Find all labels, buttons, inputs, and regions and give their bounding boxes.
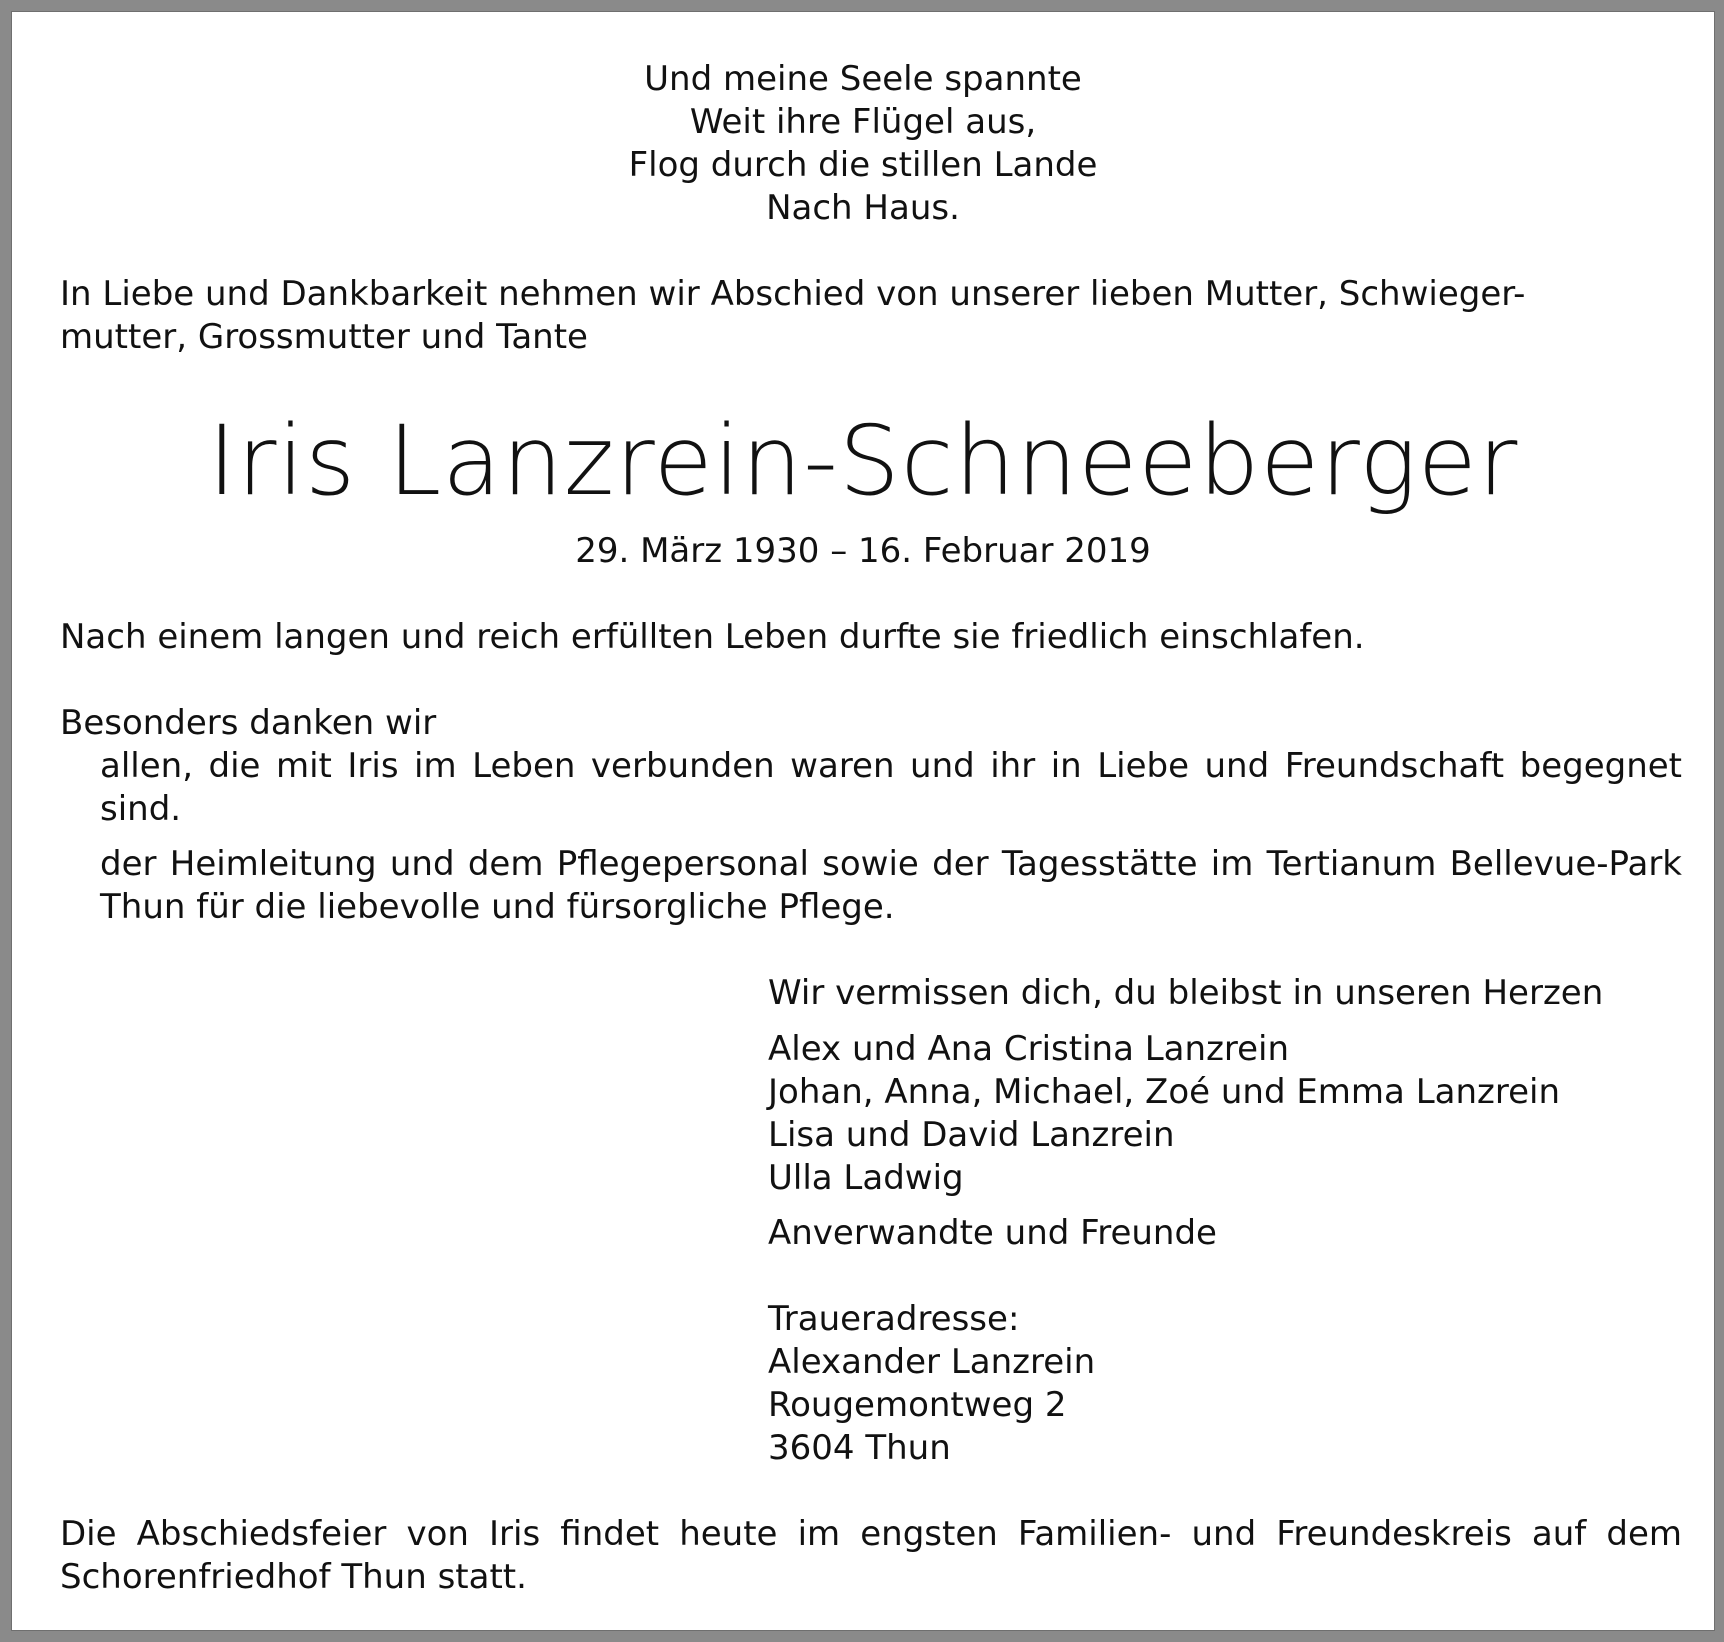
address-street: Rougemontweg 2: [768, 1385, 1067, 1425]
address-name: Alexander Lanzrein: [768, 1342, 1096, 1382]
thanks-item-2: der Heimleitung und dem Pflegepersonal sowie der Tagesstätte im Tertianum Bellevue-Park Thun für die liebevolle und fürsorgliche Pflege.: [100, 844, 1682, 927]
mourner-name: Lisa und David Lanzrein: [768, 1115, 1175, 1155]
mourner-name: Johan, Anna, Michael, Zoé und Emma Lanzrein: [768, 1072, 1561, 1112]
ceremony-notice: Die Abschiedsfeier von Iris findet heute im engsten Familien- und Freundeskreis auf dem Schorenfriedhof Thun statt.: [60, 1514, 1682, 1597]
poem-line: Nach Haus.: [766, 188, 960, 228]
deceased-name: Iris Lanzrein-Schneeberger: [207, 405, 1519, 517]
obituary-page: [12, 12, 1714, 1630]
poem-line: Und meine Seele spannte: [644, 59, 1082, 99]
mourner-name: Alex und Ana Cristina Lanzrein: [768, 1029, 1290, 1069]
poem-line: Flog durch die stillen Lande: [628, 145, 1098, 185]
mourner-name: Ulla Ladwig: [768, 1158, 964, 1198]
life-dates: 29. März 1930 – 16. Februar 2019: [575, 531, 1151, 571]
thanks-heading: Besonders danken wir: [60, 703, 437, 743]
passing-statement: Nach einem langen und reich erfüllten Leben durfte sie friedlich einschlafen.: [60, 617, 1365, 657]
intro-line-2: mutter, Grossmutter und Tante: [60, 317, 588, 357]
closing-line: Wir vermissen dich, du bleibst in unseren Herzen: [768, 973, 1604, 1013]
thanks-item-1: allen, die mit Iris im Leben verbunden waren und ihr in Liebe und Freundschaft begegnet sind.: [100, 746, 1682, 829]
relatives-line: Anverwandte und Freunde: [768, 1213, 1217, 1253]
address-label: Traueradresse:: [768, 1299, 1020, 1339]
poem-line: Weit ihre Flügel aus,: [689, 102, 1037, 142]
address-city: 3604 Thun: [768, 1428, 951, 1468]
intro-line-1: In Liebe und Dankbarkeit nehmen wir Abschied von unserer lieben Mutter, Schwieger-: [60, 274, 1526, 314]
